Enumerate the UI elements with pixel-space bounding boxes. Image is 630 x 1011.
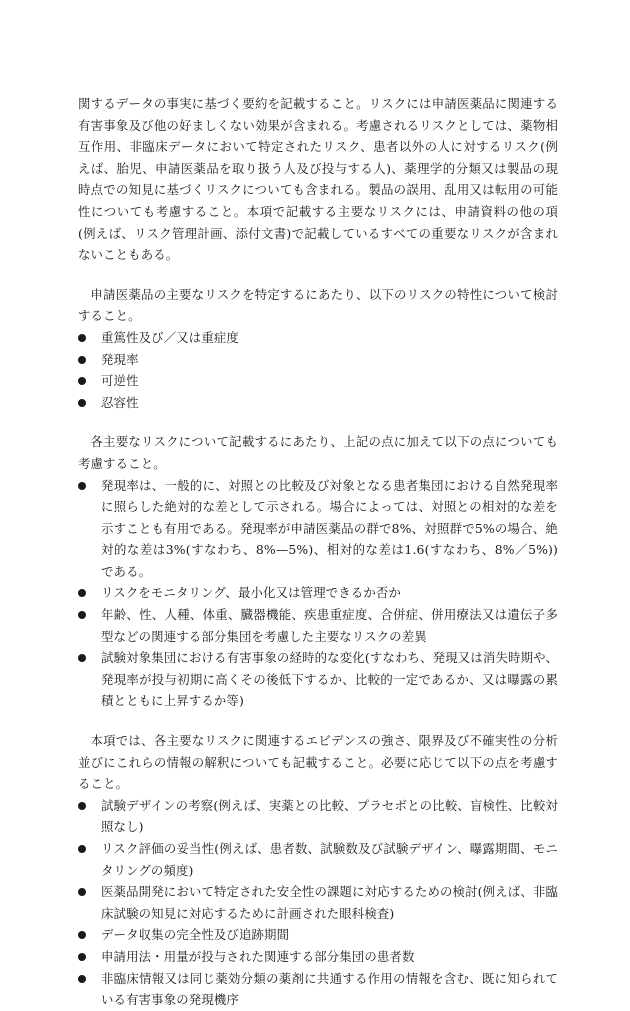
list-item: 医薬品開発において特定された安全性の課題に対応するための検討(例えば、非臨床試験の知見に対応するために計画された眼科検査) (78, 881, 558, 924)
list-item: 非臨床情報又は同じ薬効分類の薬剤に共通する作用の情報を含む、既に知られている有害事象の発現機序 (78, 968, 558, 1011)
bullet-icon (78, 975, 86, 983)
bullet-icon (78, 589, 86, 597)
bullet-icon (78, 356, 86, 364)
list-item: 発現率 (78, 349, 558, 371)
section2-lead: 各主要なリスクについて記載するにあたり、上記の点に加えて以下の点についても考慮すること。 (78, 434, 558, 471)
document-page (78, 93, 558, 1011)
list-item: データ収集の完全性及び追跡期間 (78, 924, 558, 946)
bullet-icon (78, 482, 86, 490)
list-item: 重篤性及び／又は重症度 (78, 327, 558, 349)
list-item: 発現率は、一般的に、対照との比較及び対象となる患者集団における自然発現率に照らした絶対的な差として示される。場合によっては、対照との相対的な差を示すことも有用である。発現率が申請医薬品の群で8%、対照群で5%の場合、絶対的な差は3%(すなわち、8%—5%)、相対的な差は1.6(すなわち、8%／5%))である。 (78, 475, 558, 583)
bullet-icon (78, 654, 86, 662)
bullet-icon (78, 399, 86, 407)
list-item: 試験対象集団における有害事象の経時的な変化(すなわち、発現又は消失時期や、発現率が投与初期に高くその後低下するか、比較的一定であるか、又は曝露の累積とともに上昇するか等) (78, 647, 558, 712)
additional-considerations-list (78, 475, 558, 713)
section1-lead: 申請医薬品の主要なリスクを特定するにあたり、以下のリスクの特性について検討すること。 (78, 286, 558, 324)
list-item: リスク評価の妥当性(例えば、患者数、試験数及び試験デザイン、曝露期間、モニタリングの頻度) (78, 838, 558, 881)
bullet-icon (78, 802, 86, 810)
list-item: 申請用法・用量が投与された関連する部分集団の患者数 (78, 946, 558, 968)
bullet-icon (78, 611, 86, 619)
intro-paragraph: 関するデータの事実に基づく要約を記載すること。リスクには申請医薬品に関連する有害事象及び他の好ましくない効果が含まれる。考慮されるリスクとしては、薬物相互作用、非臨床データにおいて特定されたリスク、患者以外の人に対するリスク(例えば、胎児、申請医薬品を取り扱う人及び投与する人)、薬理学的分類又は製品の現時点での知見に基づくリスクについても含まれる。製品の誤用、乱用又は転用の可能性についても考慮すること。本項で記載する主要なリスクには、申請資料の他の項(例えば、リスク管理計画、添付文書)で記載しているすべての重要なリスクが含まれないこともある。 (78, 96, 558, 263)
bullet-icon (78, 888, 86, 896)
evidence-considerations-list (78, 795, 558, 1011)
list-item: 忍容性 (78, 392, 558, 414)
list-item: リスクをモニタリング、最小化又は管理できるか否か (78, 582, 558, 604)
bullet-icon (78, 334, 86, 342)
bullet-icon (78, 953, 86, 961)
list-item: 年齢、性、人種、体重、臓器機能、疾患重症度、合併症、併用療法又は遺伝子多型などの関連する部分集団を考慮した主要なリスクの差異 (78, 604, 558, 647)
list-item: 可逆性 (78, 370, 558, 392)
bullet-icon (78, 377, 86, 385)
list-item: 試験デザインの考察(例えば、実薬との比較、プラセボとの比較、盲検性、比較対照なし) (78, 795, 558, 838)
bullet-icon (78, 845, 86, 853)
bullet-icon (78, 931, 86, 939)
section3-lead: 本項では、各主要なリスクに関連するエビデンスの強さ、限界及び不確実性の分析並びにこれらの情報の解釈についても記載すること。必要に応じて以下の点を考慮すること。 (78, 733, 558, 792)
risk-characteristics-list (78, 327, 558, 413)
